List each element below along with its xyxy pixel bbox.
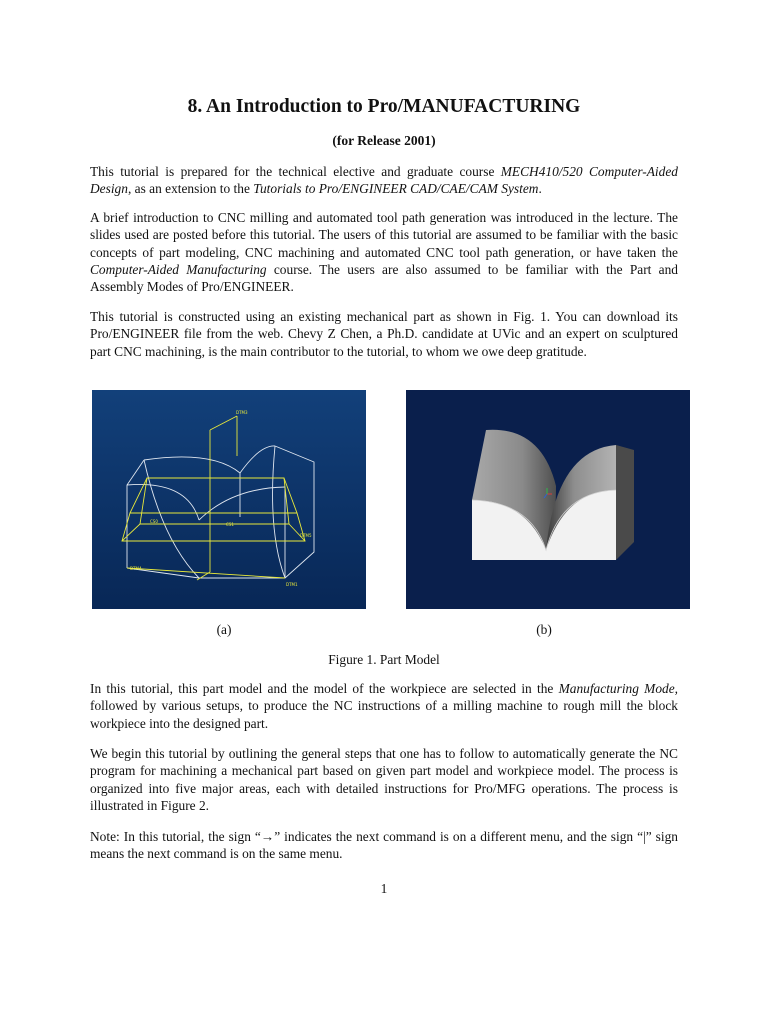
wireframe-part-image <box>92 390 366 609</box>
manufacturing-mode-term: Manufacturing Mode, <box>558 681 679 696</box>
course-name: MECH410/520 Computer-Aided Design <box>90 164 678 197</box>
p1-text-e: . <box>538 181 542 197</box>
background-paragraph <box>90 209 678 295</box>
p2-text-a: A brief introduction to CNC milling and automated tool path generation was introduced in the lecture. The slides used are posted before this tutorial. The users of this tutorial are assumed to be familiar with the basic concepts of part modeling, CNC machining and automated CNC tool path generation, or have taken the <box>90 210 678 260</box>
p1-text-c: , as an extension to the <box>127 181 254 197</box>
process-paragraph: We begin this tutorial by outlining the general steps that one has to follow to automatically generate the NC program for machining a mechanical part based on given part model and workpiece model. The process is organized into five major areas, each with detailed instructions for Pro/MFG operations. The process is illustrated in Figure 2. <box>90 746 678 813</box>
figure-label-a: (a) <box>216 622 232 637</box>
p2-text-c: course. The users are also assumed to be familiar with the Part and Assembly Modes of Pro/ENGINEER. <box>90 261 678 295</box>
tutorial-series-name: Tutorials to Pro/ENGINEER CAD/CAE/CAM System <box>253 181 539 197</box>
part-paragraph: This tutorial is constructed using an existing mechanical part as shown in Fig. 1. You can download its Pro/ENGINEER file from the web. Chevy Z Chen, a Ph.D. candidate at UVic and an expert on sculptured part CNC machining, is the main contributor to the tutorial, to whom we owe deep gratitude. <box>90 309 678 359</box>
figure-caption: Figure 1. Part Model <box>328 652 440 667</box>
p1-text-a: This tutorial is prepared for the technical elective and graduate course <box>90 164 501 179</box>
wire-label-top: DTM3 <box>236 410 248 415</box>
wire-label-right: DTM5 <box>300 533 312 538</box>
wire-label-center: CS1 <box>226 522 234 527</box>
p4-text-c: followed by various setups, to produce the NC instructions of a milling machine to rough mill the block workpiece into the designed part. <box>90 698 678 731</box>
wire-label-bottom-left: DTM4 <box>130 566 142 571</box>
wire-label-left: CS0 <box>150 519 158 524</box>
wire-label-bottom-right: DTM1 <box>286 582 298 587</box>
manufacturing-mode-paragraph <box>90 680 678 732</box>
figure-label-b: (b) <box>536 622 552 637</box>
note-paragraph: Note: In this tutorial, the sign “→” indicates the next command is on a different menu, and the sign “|” sign means the next command is on the same menu. <box>90 829 678 862</box>
document-subtitle: (for Release 2001) <box>332 133 436 148</box>
p4-text-a: In this tutorial, this part model and the model of the workpiece are selected in the <box>90 681 559 696</box>
intro-paragraph <box>90 163 678 198</box>
shaded-part-image <box>406 390 690 609</box>
document-title: 8. An Introduction to Pro/MANUFACTURING <box>187 96 581 117</box>
cam-course-name: Computer-Aided Manufacturing <box>90 261 267 277</box>
page-number: 1 <box>380 881 388 896</box>
